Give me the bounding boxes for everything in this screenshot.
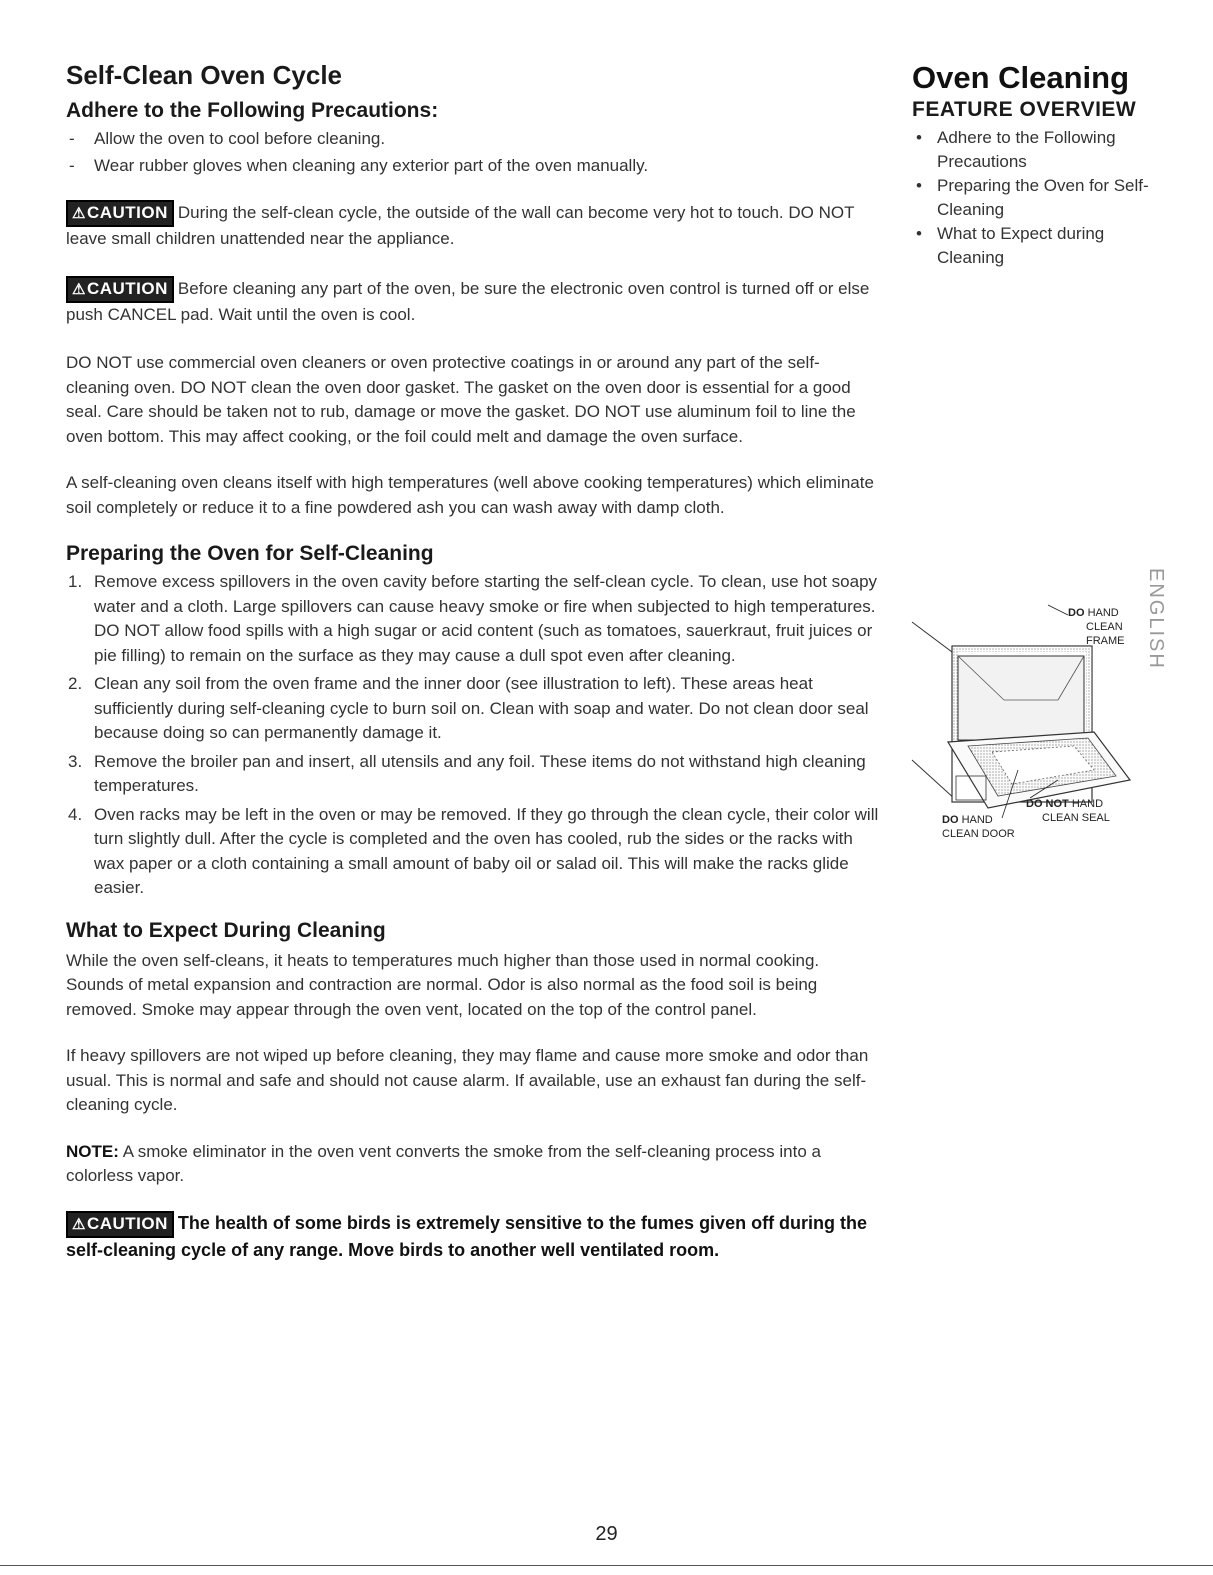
paragraph: If heavy spillovers are not wiped up before cleaning, they may flame and cause more smoke and odor than usual. This is normal and safe and should not cause alarm. If available, use an exhaust fan during the self-cleaning cycle. (66, 1046, 869, 1114)
label-frame: FRAME (1086, 635, 1125, 647)
language-label: ENGLISH (1145, 568, 1167, 670)
precautions-heading: Adhere to the Following Precautions: (66, 99, 439, 122)
caution-text: Before cleaning any part of the oven, be sure the electronic oven control is turned off or else push CANCEL pad. Wait until the oven is cool. (66, 278, 870, 324)
warning-icon: ⚠ (72, 1215, 86, 1233)
feature-list (912, 126, 1152, 270)
sidebar (912, 60, 1152, 270)
sidebar-subtitle: FEATURE OVERVIEW (912, 98, 1137, 121)
list-item: - Wear rubber gloves when cleaning any exterior part of the oven manually. (66, 154, 881, 179)
label-do-not-hand: DO NOT HAND (1026, 798, 1104, 810)
list-item: • What to Expect during Cleaning (912, 222, 1152, 270)
warning-icon: ⚠ (72, 280, 86, 298)
list-item: 3. Remove the broiler pan and insert, all utensils and any foil. These items do not withstand high cleaning temperatures. (68, 751, 866, 795)
label-do-hand-clean-frame: DO HAND (1068, 607, 1119, 619)
sidebar-title: Oven Cleaning (912, 60, 1130, 95)
note-label: NOTE: (66, 1141, 119, 1161)
page-number: 29 (595, 1523, 618, 1545)
paragraph: While the oven self-cleans, it heats to temperatures much higher than those used in normal cooking. Sounds of metal expansion and contraction are normal. Odor is also normal as the food soil is being removed. Smoke may appear through the oven vent, located on the top of the control panel. (66, 950, 820, 1019)
preparing-steps (66, 570, 881, 901)
caution-paragraph-3 (66, 1211, 881, 1264)
label-clean-seal: CLEAN SEAL (1042, 812, 1110, 824)
list-item: • Adhere to the Following Precautions (912, 126, 1152, 174)
note-text: A smoke eliminator in the oven vent converts the smoke from the self-cleaning process into a colorless vapor. (66, 1141, 821, 1185)
label-do-hand-clean-door: DO HAND (942, 814, 993, 826)
list-item: 2. Clean any soil from the oven frame and the inner door (see illustration to left). These areas heat sufficiently during self-cleaning cycle to burn soil on. Clean with soap and water. Do not clean door seal because doing so can permanently damage it. (68, 674, 869, 742)
list-item: 1. Remove excess spillovers in the oven cavity before starting the self-clean cycle. To clean, use hot soapy water and a cloth. Large spillovers can cause heavy smoke or fire when subjected to high temperatures. DO NOT allow food spills with a high sugar or acid content (such as tomatoes, sauerkraut, fruit juices or pie filling) to remain on the surface as they may cause a dull spot even after cleaning. (68, 572, 878, 665)
note-paragraph (66, 1140, 881, 1189)
list-item: - Allow the oven to cool before cleaning. (66, 127, 881, 152)
paragraph: DO NOT use commercial oven cleaners or oven protective coatings in or around any part of the self-cleaning oven. DO NOT clean the oven door gasket. The gasket on the oven door is essential for a good seal. Care should be taken not to rub, damage or move the gasket. DO NOT use aluminum foil to line the oven bottom. This may affect cooking, or the foil could melt and damage the oven surface. (66, 353, 856, 446)
caution-badge: ⚠CAUTION (66, 200, 174, 227)
caution-paragraph-1 (66, 200, 881, 252)
paragraph: A self-cleaning oven cleans itself with high temperatures (well above cooking temperatures) which eliminate soil completely or reduce it to a fine powdered ash you can wash away with damp cloth. (66, 473, 874, 517)
main-column (66, 60, 881, 1287)
caution-text: The health of some birds is extremely sensitive to the fumes given off during the self-cleaning cycle of any range. Move birds to another well ventilated room. (66, 1212, 868, 1260)
caution-text: During the self-clean cycle, the outside of the wall can become very hot to touch. DO NOT leave small children unattended near the appliance. (66, 203, 855, 248)
expect-heading: What to Expect During Cleaning (66, 918, 386, 942)
page-title: Self-Clean Oven Cycle (66, 60, 342, 90)
caution-paragraph-2 (66, 276, 881, 328)
precautions-list (66, 127, 881, 178)
bottom-divider (0, 1565, 1213, 1566)
list-item: • Preparing the Oven for Self-Cleaning (912, 174, 1152, 222)
preparing-heading: Preparing the Oven for Self-Cleaning (66, 542, 434, 565)
caution-badge: ⚠CAUTION (66, 1211, 174, 1238)
label-clean: CLEAN (1086, 621, 1123, 633)
list-item: 4. Oven racks may be left in the oven or may be removed. If they go through the clean cycle, their color will turn slightly dull. After the cycle is completed and the oven has cooled, rub the sides or the racks with wax paper or a cloth containing a small amount of baby oil or salad oil. This will make the racks glide easier. (68, 804, 879, 897)
oven-illustration (908, 600, 1138, 850)
warning-icon: ⚠ (72, 205, 86, 222)
caution-badge: ⚠CAUTION (66, 276, 174, 303)
language-tab (1143, 568, 1167, 678)
label-clean-door: CLEAN DOOR (942, 828, 1015, 840)
